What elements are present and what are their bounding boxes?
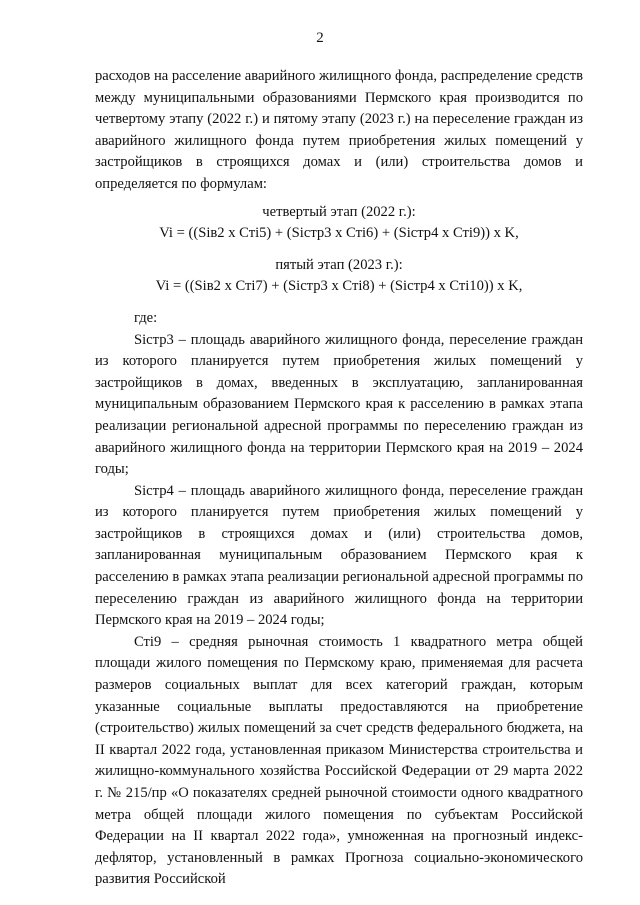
formula-expression: Vi = ((Siв2 х Стi7) + (Siстр3 х Стi8) + (Siстр4 х Стi10)) х K, <box>155 278 523 295</box>
formula-title: пятый этап (2023 г.): <box>275 256 403 273</box>
definition-paragraph: Siстр4 – площадь аварийного жилищного фонда, переселение граждан из которого планируется путем приобретения жилых помещений у застройщиков в строящихся домах и (или) строительства домов, запланированная муниципальным образованием Пермского края к расселению в рамках этапа реализации региональной адресной программы по переселению граждан из аварийного жилищного фонда на территории Пермского края на 2019 – 2024 годы; <box>95 482 583 629</box>
formula-stage-four <box>95 202 583 245</box>
document-body <box>95 66 583 891</box>
formula-title: четвертый этап (2022 г.): <box>262 203 416 220</box>
formula-expression: Vi = ((Siв2 х Стi5) + (Siстр3 х Стi6) + (Siстр4 х Стi9)) х K, <box>159 225 519 242</box>
definition-paragraph: Siстр3 – площадь аварийного жилищного фонда, переселение граждан из которого планируется путем приобретения жилых помещений у застройщиков в домах, введенных в эксплуатацию, запланированная муниципальным образованием Пермского края к расселению в рамках этапа реализации региональной адресной программы по переселению граждан из аварийного жилищного фонда на территории Пермского края на 2019 – 2024 годы; <box>95 331 583 478</box>
formula-stage-five <box>95 255 583 298</box>
definition-paragraph: Стi9 – средняя рыночная стоимость 1 квадратного метра общей площади жилого помещения по Пермскому краю, применяемая для расчета размеров социальных выплат для всех категорий граждан, которым указанные социальные выплаты предоставляются на приобретение (строительство) жилых помещений за счет средств федерального бюджета, на II квартал 2022 года, установленная приказом Министерства строительства и жилищно-коммунального хозяйства Российской Федерации от 29 марта 2022 г. № 215/пр «О показателях средней рыночной стоимости одного квадратного метра общей площади жилого помещения по субъектам Российской Федерации на II квартал 2022 года», умноженная на прогнозный индекс-дефлятор, установленный в рамках Прогноза социально-экономического развития Российской <box>95 633 583 888</box>
where-label: где: <box>134 309 158 326</box>
page-number: 2 <box>316 30 324 46</box>
intro-paragraph: расходов на расселение аварийного жилищного фонда, распределение средств между муниципальными образованиями Пермского края производится по четвертому этапу (2022 г.) и пятому этапу (2023 г.) на переселение граждан из аварийного жилищного фонда путем приобретения жилых помещений у застройщиков в строящихся домах и (или) строительства домов и определяется по формулам: <box>95 68 583 192</box>
